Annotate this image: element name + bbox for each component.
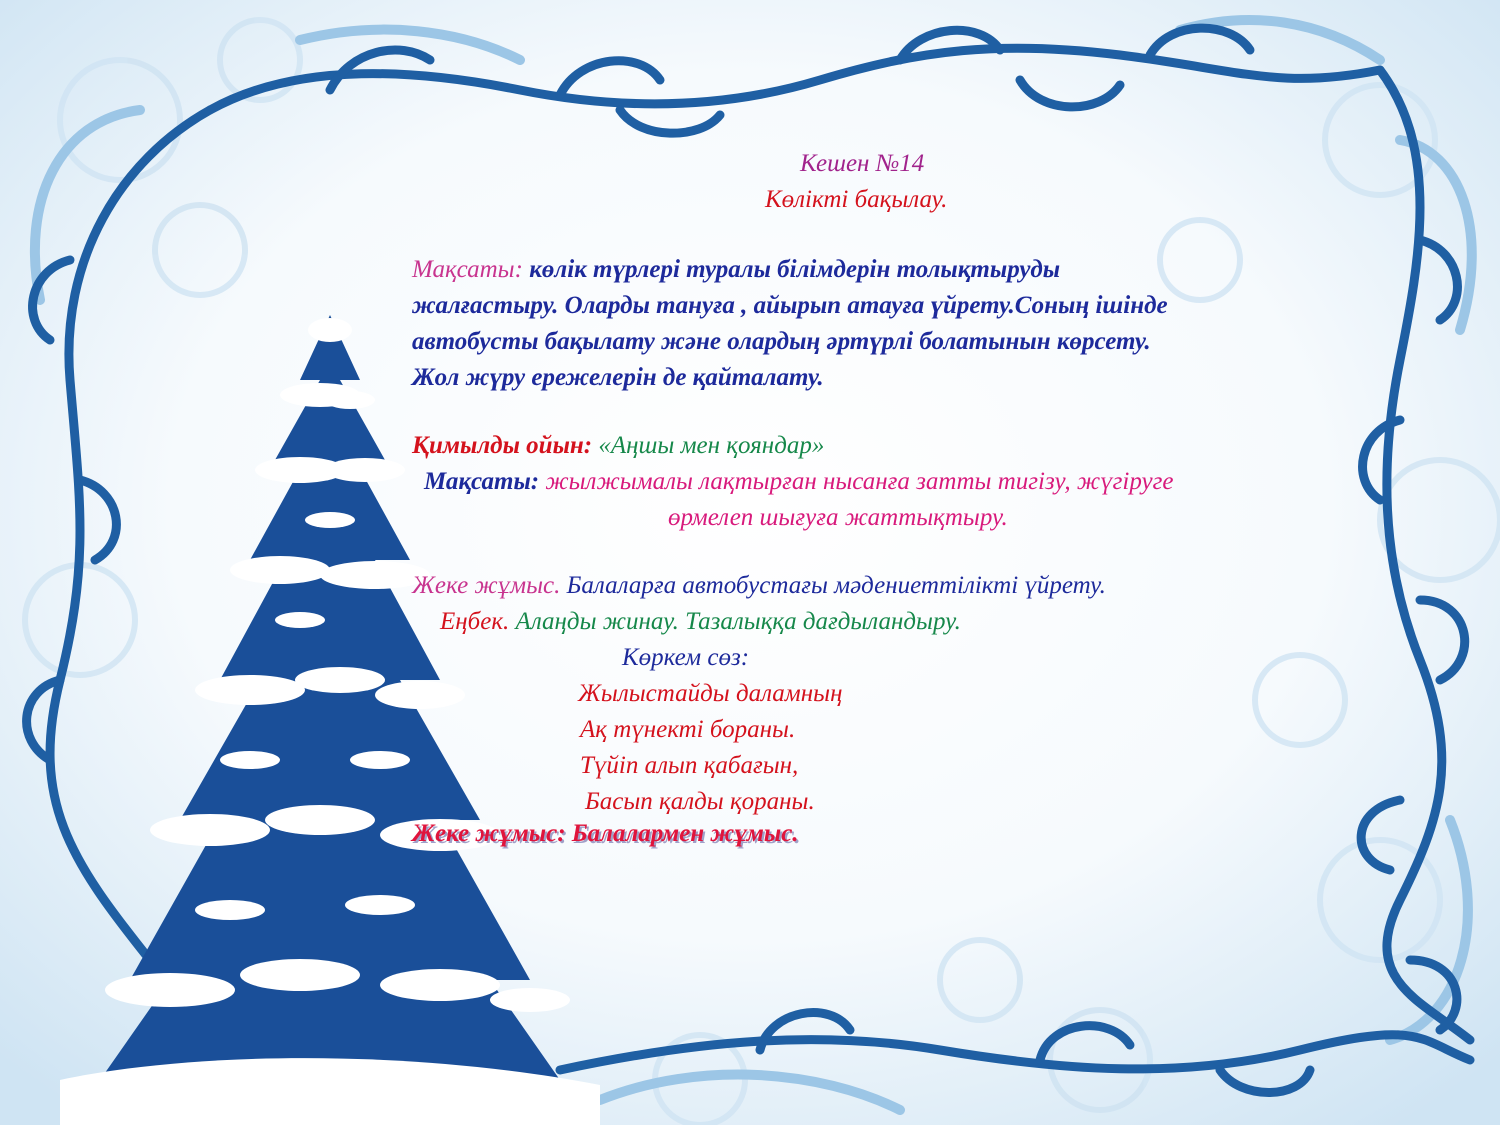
goal-line-1 — [412, 252, 1060, 288]
goal-line-2: жалғастыру. Оларды тануға , айырып атауға үйрету.Соның ішінде — [412, 292, 1168, 319]
complex-subtitle: Көлікті бақылау. — [765, 186, 948, 213]
labor-text: Алаңды жинау. Тазалыққа дағдыландыру. — [509, 608, 961, 635]
poem-line-3: Түйіп алып қабағын, — [580, 752, 799, 779]
poem-title: Көркем сөз: — [622, 644, 750, 671]
game-goal-line-1 — [424, 464, 1173, 500]
individual-text: Балаларға автобустағы мәдениеттілікті үйрету. — [560, 572, 1106, 599]
poem-line-4: Басып қалды қораны. — [585, 788, 815, 815]
labor-line — [440, 604, 961, 640]
goal-line-3: автобусты бақылату және олардың әртүрлі болатынын көрсету. — [412, 328, 1151, 355]
labor-label: Еңбек. — [440, 608, 510, 635]
poem-line-2: Ақ түнекті бораны. — [580, 716, 796, 743]
goal-label: Мақсаты: — [412, 256, 523, 283]
final-individual-work-line: Жеке жұмыс: Балалармен жұмыс. — [412, 820, 799, 847]
goal-text-1: көлік түрлері туралы білімдерін толықтыруды — [522, 256, 1061, 283]
poem-line-1: Жылыстайды даламның — [578, 680, 843, 707]
individual-work-line — [412, 568, 1106, 604]
game-goal-line-2: өрмелеп шығуға жаттықтыру. — [668, 504, 1008, 531]
game-goal-text-1: жылжымалы лақтырған нысанға затты тигізу, жүгіруге — [539, 468, 1174, 495]
game-label: Қимылды ойын: — [412, 432, 593, 459]
individual-label: Жеке жұмыс. — [412, 572, 561, 599]
game-goal-label: Мақсаты: — [424, 468, 540, 495]
complex-title: Кешен №14 — [800, 150, 925, 177]
goal-line-4: Жол жүру ережелерін де қайталату. — [412, 364, 824, 391]
game-name: «Аңшы мен қояндар» — [592, 432, 825, 459]
game-line — [412, 428, 824, 464]
